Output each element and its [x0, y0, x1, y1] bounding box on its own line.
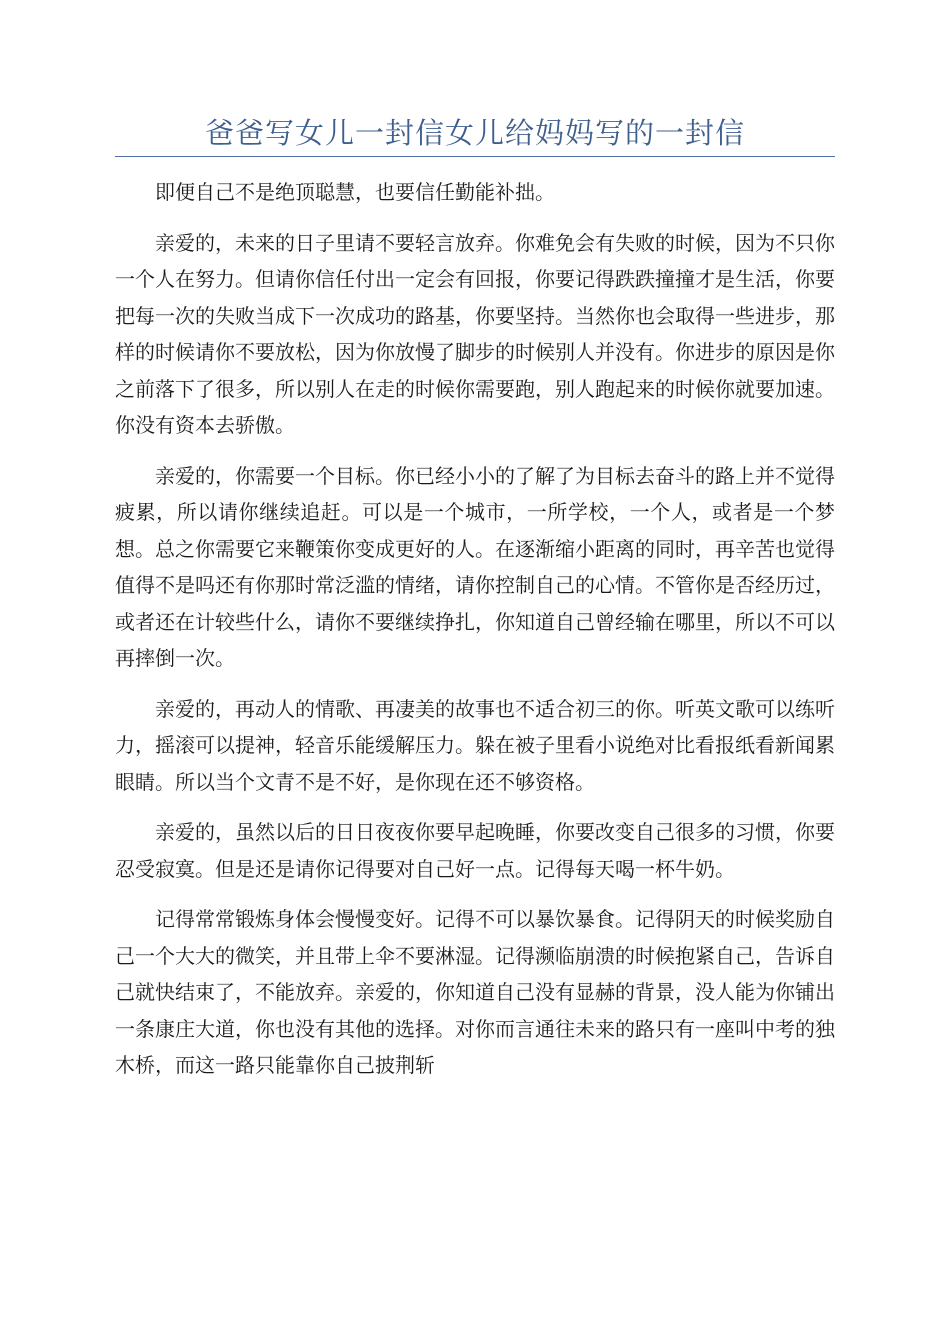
paragraph-2: 亲爱的，未来的日子里请不要轻言放弃。你难免会有失败的时候，因为不只你一个人在努力。但请你信任付出一定会有回报，你要记得跌跌撞撞才是生活，你要把每一次的失败当成下一次成功的路基，你要坚持。当然你也会取得一些进步，那样的时候请你不要放松，因为你放慢了脚步的时候别人并没有。你进步的原因是你之前落下了很多，所以别人在走的时候你需要跑，别人跑起来的时候你就要加速。你没有资本去骄傲。 — [115, 230, 835, 437]
paragraph-3: 亲爱的，你需要一个目标。你已经小小的了解了为目标去奋斗的路上并不觉得疲累，所以请你继续追赶。可以是一个城市，一所学校，一个人，或者是一个梦想。总之你需要它来鞭策你变成更好的人。在逐渐缩小距离的同时，再辛苦也觉得值得不是吗还有你那时常泛滥的情绪，请你控制自己的心情。不管你是否经历过，或者还在计较些什么，请你不要继续挣扎，你知道自己曾经输在哪里，所以不可以再摔倒一次。 — [115, 463, 835, 670]
page-title: 爸爸写女儿一封信女儿给妈妈写的一封信 — [204, 116, 745, 150]
paragraph-1: 即便自己不是绝顶聪慧，也要信任勤能补拙。 — [155, 180, 555, 204]
paragraph-4: 亲爱的，再动人的情歌、再凄美的故事也不适合初三的你。听英文歌可以练听力，摇滚可以提神，轻音乐能缓解压力。躲在被子里看小说绝对比看报纸看新闻累眼睛。所以当个文青不是不好，是你现在还不够资格。 — [115, 696, 835, 794]
paragraph-5: 亲爱的，虽然以后的日日夜夜你要早起晚睡，你要改变自己很多的习惯，你要忍受寂寞。但是还是请你记得要对自己好一点。记得每天喝一杯牛奶。 — [115, 820, 835, 881]
document-body — [115, 174, 835, 1098]
paragraph-6: 记得常常锻炼身体会慢慢变好。记得不可以暴饮暴食。记得阴天的时候奖励自己一个大大的微笑，并且带上伞不要淋湿。记得濒临崩溃的时候抱紧自己，告诉自己就快结束了，不能放弃。亲爱的，你知道自己没有显赫的背景，没人能为你铺出一条康庄大道，你也没有其他的选择。对你而言通往未来的路只有一座叫中考的独木桥，而这一路只能靠你自己披荆斩 — [115, 907, 835, 1077]
title-bar — [115, 112, 835, 157]
